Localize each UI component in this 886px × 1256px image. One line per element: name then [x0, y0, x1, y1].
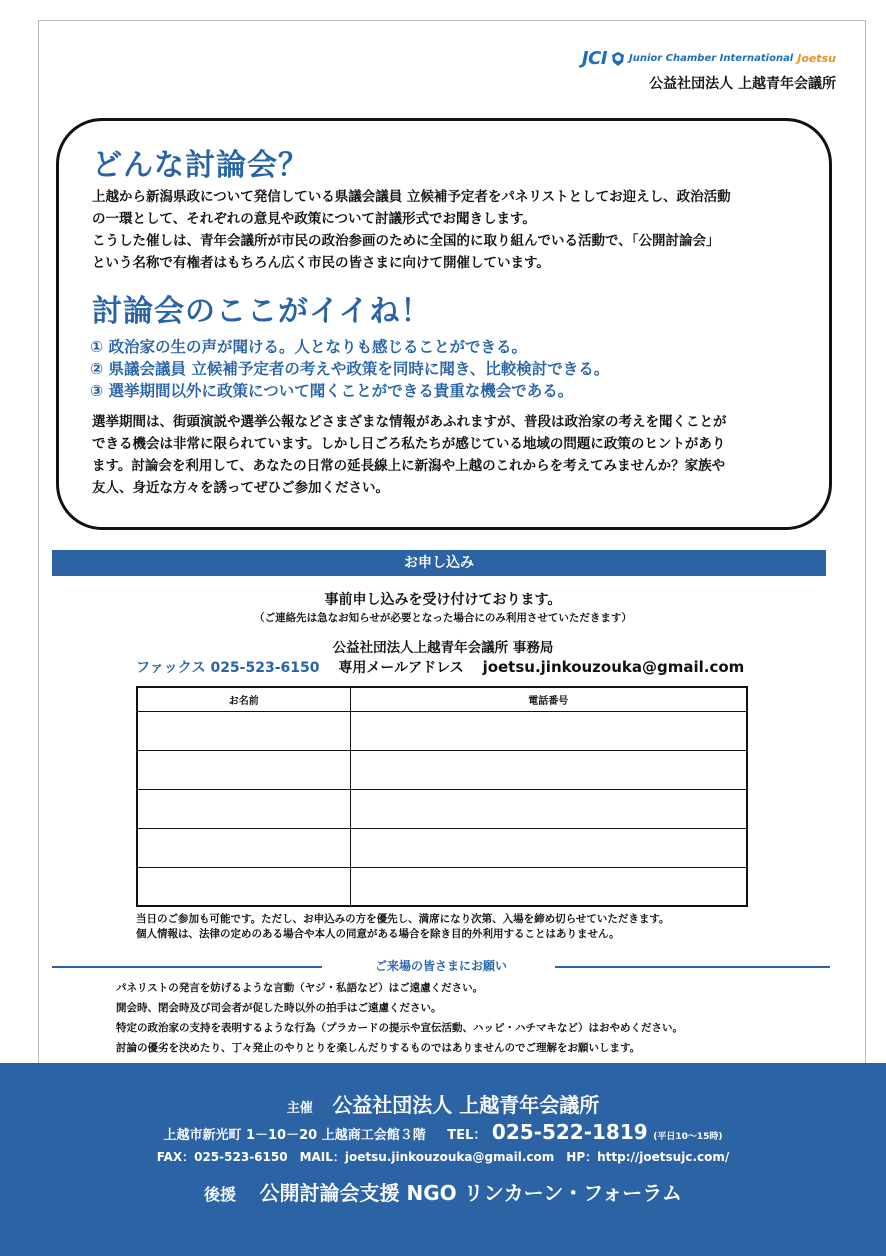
- phone-cell[interactable]: [350, 828, 747, 867]
- intro-line: こうした催しは、青年会議所が市民の政治参画のために全国的に取り組んでいる活動で、「公開討論会」: [92, 233, 720, 249]
- fax-mail-web-line: FAX：025-523-6150 MAIL：joetsu.jinkouzouka@gmail.com HP：http://joetsujc.com/: [156, 1150, 730, 1164]
- fax-number: ファックス 025-523-6150: [136, 660, 320, 676]
- address-line: [0, 1120, 886, 1144]
- host-line: [0, 1089, 886, 1118]
- tel-label: TEL：: [447, 1128, 487, 1143]
- closing-line: できる機会は非常に限られています。しかし日ごろ私たちが感じている地域の問題に政策のヒントがあり: [92, 436, 726, 452]
- support-name: 公開討論会支援 NGO リンカーン・フォーラム: [259, 1181, 683, 1205]
- name-cell[interactable]: [137, 750, 350, 789]
- tel-number: 025-522-1819: [491, 1120, 648, 1144]
- intro-line: 上越から新潟県政について発信している県議会議員 立候補予定者をパネリストとしてお迎えし、政治活動: [92, 189, 731, 205]
- request-heading: [52, 957, 830, 975]
- note-line: 個人情報は、法律の定めのある場合や本人の同意がある場合を除き目的外利用することはありません。: [136, 928, 620, 940]
- request-list: [116, 978, 683, 1058]
- table-row: [137, 867, 747, 906]
- request-item: 開会時、閉会時及び司会者が促した時以外の拍手はご遠慮ください。: [116, 1002, 442, 1014]
- intro-line: の一環として、それぞれの意見や政策について討議形式でお聞きします。: [92, 211, 536, 227]
- column-name-header: お名前: [137, 687, 350, 711]
- org-name: 公益社団法人 上越青年会議所: [649, 76, 836, 92]
- heading-merits: 討論会のここがイイね！: [92, 294, 432, 329]
- host-name: 公益社団法人 上越青年会議所: [332, 1093, 600, 1117]
- address: 上越市新光町 1－10－20 上越商工会館３階: [163, 1128, 426, 1143]
- merit-item: ① 政治家の生の声が聞ける。人となりも感じることができる。: [90, 338, 528, 356]
- table-header-row: [137, 687, 747, 711]
- request-item: 特定の政治家の支持を表明するような行為（プラカードの提示や宣伝活動、ハッピ・ハチマキなど）はおやめください。: [116, 1022, 683, 1034]
- application-lead: 事前申し込みを受け付けております。: [324, 592, 562, 608]
- application-form-table: [136, 686, 748, 907]
- jci-city: Joetsu: [797, 52, 836, 65]
- phone-cell[interactable]: [350, 789, 747, 828]
- footer: [0, 1063, 886, 1256]
- support-label: 後援: [203, 1185, 236, 1204]
- closing-line: 選挙期間は、街頭演説や選挙公報などさまざまな情報があふれますが、普段は政治家の考えを聞くことが: [92, 414, 727, 430]
- mail-address[interactable]: joetsu.jinkouzouka@gmail.com: [482, 658, 745, 676]
- application-sub: （ご連絡先は急なお知らせが必要となった場合にのみ利用させていただきます）: [254, 612, 632, 624]
- jci-logo: [582, 48, 836, 93]
- closing-line: 友人、身近な方々を誘ってぜひご参加ください。: [92, 480, 389, 496]
- jci-mark: JCI: [581, 48, 608, 69]
- contact-line: [136, 657, 744, 677]
- phone-cell[interactable]: [350, 711, 747, 750]
- table-row: [137, 828, 747, 867]
- jci-full-name: Junior Chamber International: [629, 53, 794, 64]
- name-cell[interactable]: [137, 828, 350, 867]
- phone-cell[interactable]: [350, 867, 747, 906]
- host-label: 主催: [286, 1101, 313, 1116]
- application-band: お申し込み: [52, 550, 826, 576]
- name-cell[interactable]: [137, 711, 350, 750]
- table-row: [137, 789, 747, 828]
- merit-item: ③ 選挙期間以外に政策について聞くことができる貴重な機会である。: [90, 382, 574, 400]
- phone-cell[interactable]: [350, 750, 747, 789]
- column-phone-header: 電話番号: [350, 687, 747, 711]
- support-line: [0, 1177, 886, 1206]
- name-cell[interactable]: [137, 789, 350, 828]
- heading-what-is: どんな討論会？: [92, 148, 309, 183]
- closing-paragraph: [92, 411, 812, 499]
- intro-line: という名称で有権者はもちろん広く市民の皆さまに向けて開催しています。: [92, 255, 550, 271]
- tel-hours: (平日10～15時): [653, 1132, 723, 1142]
- name-cell[interactable]: [137, 867, 350, 906]
- note-line: 当日のご参加も可能です。ただし、お申込みの方を優先し、満席になり次第、入場を締め切らせていただきます。: [136, 913, 670, 925]
- merit-list: [90, 336, 609, 402]
- intro-paragraph: [92, 186, 812, 274]
- mail-label: 専用メールアドレス: [338, 660, 464, 676]
- jci-emblem-icon: [611, 51, 625, 67]
- application-notes: [136, 912, 670, 942]
- closing-line: ます。討論会を利用して、あなたの日常の延長線上に新潟や上越のこれからを考えてみませんか？家族や: [92, 458, 726, 474]
- table-row: [137, 750, 747, 789]
- request-title: ご来場の皆さまにお願い: [374, 959, 507, 973]
- table-row: [137, 711, 747, 750]
- request-item: パネリストの発言を妨げるような言動（ヤジ・私語など）はご遠慮ください。: [116, 982, 484, 994]
- office-name: 公益社団法人上越青年会議所 事務局: [332, 640, 554, 656]
- merit-item: ② 県議会議員 立候補予定者の考えや政策を同時に聞き、比較検討できる。: [90, 360, 610, 378]
- request-item: 討論の優劣を決めたり、丁々発止のやりとりを楽しんだりするものではありませんのでご理解をお願いします。: [116, 1042, 641, 1054]
